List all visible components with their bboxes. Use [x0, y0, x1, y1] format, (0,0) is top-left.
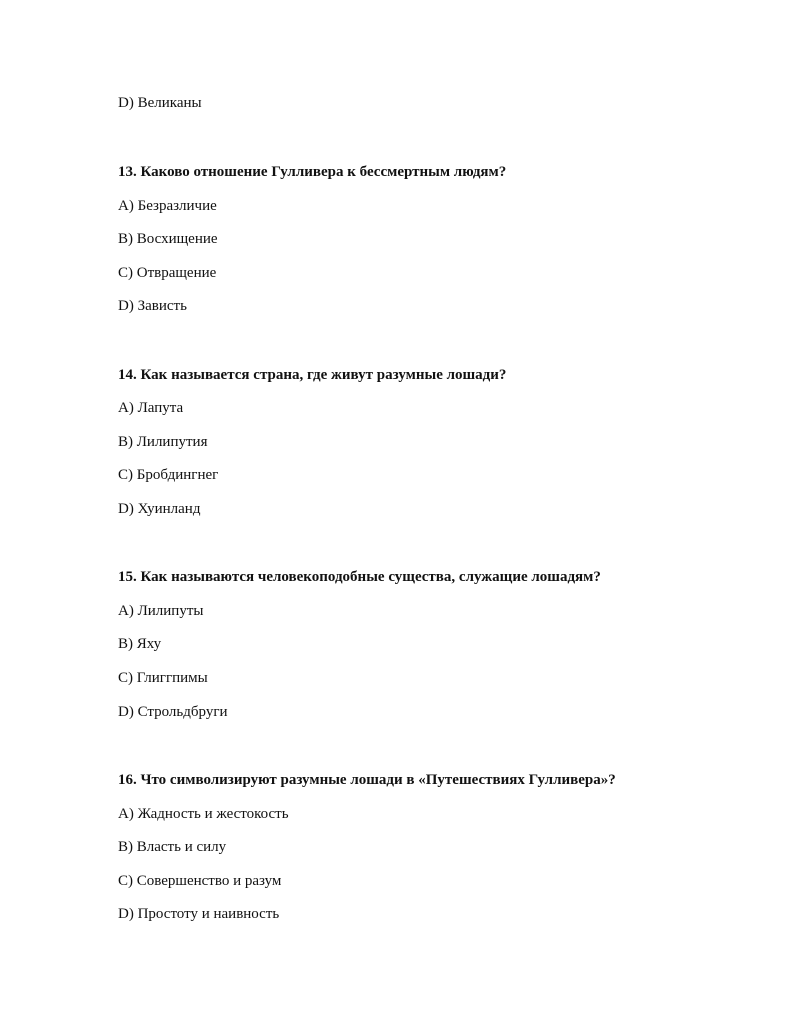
question-13: 13. Каково отношение Гулливера к бессмертным людям? [118, 164, 507, 180]
option-a-q14: A) Лапута [118, 400, 184, 416]
option-c-q16: C) Совершенство и разум [118, 873, 282, 889]
option-b-q15: B) Яху [118, 636, 162, 652]
option-d-q14: D) Хуинланд [118, 501, 201, 517]
option-c-q14: C) Бробдингнег [118, 467, 219, 483]
option-c-q13: C) Отвращение [118, 265, 217, 281]
option-d-q15: D) Строльдбруги [118, 704, 228, 720]
option-b-q14: B) Лилипутия [118, 434, 208, 450]
option-b-q13: B) Восхищение [118, 231, 218, 247]
option-d-q16: D) Простоту и наивность [118, 906, 280, 922]
option-d-q12: D) Великаны [118, 95, 202, 111]
option-a-q15: A) Лилипуты [118, 603, 204, 619]
option-c-q15: C) Глиггпимы [118, 670, 208, 686]
question-14: 14. Как называется страна, где живут разумные лошади? [118, 367, 507, 383]
option-d-q13: D) Зависть [118, 298, 187, 314]
option-a-q13: A) Безразличие [118, 198, 217, 214]
question-16: 16. Что символизируют разумные лошади в «Путешествиях Гулливера»? [118, 772, 616, 788]
option-a-q16: A) Жадность и жестокость [118, 806, 289, 822]
option-b-q16: B) Власть и силу [118, 839, 227, 855]
question-15: 15. Как называются человекоподобные существа, служащие лошадям? [118, 569, 601, 585]
